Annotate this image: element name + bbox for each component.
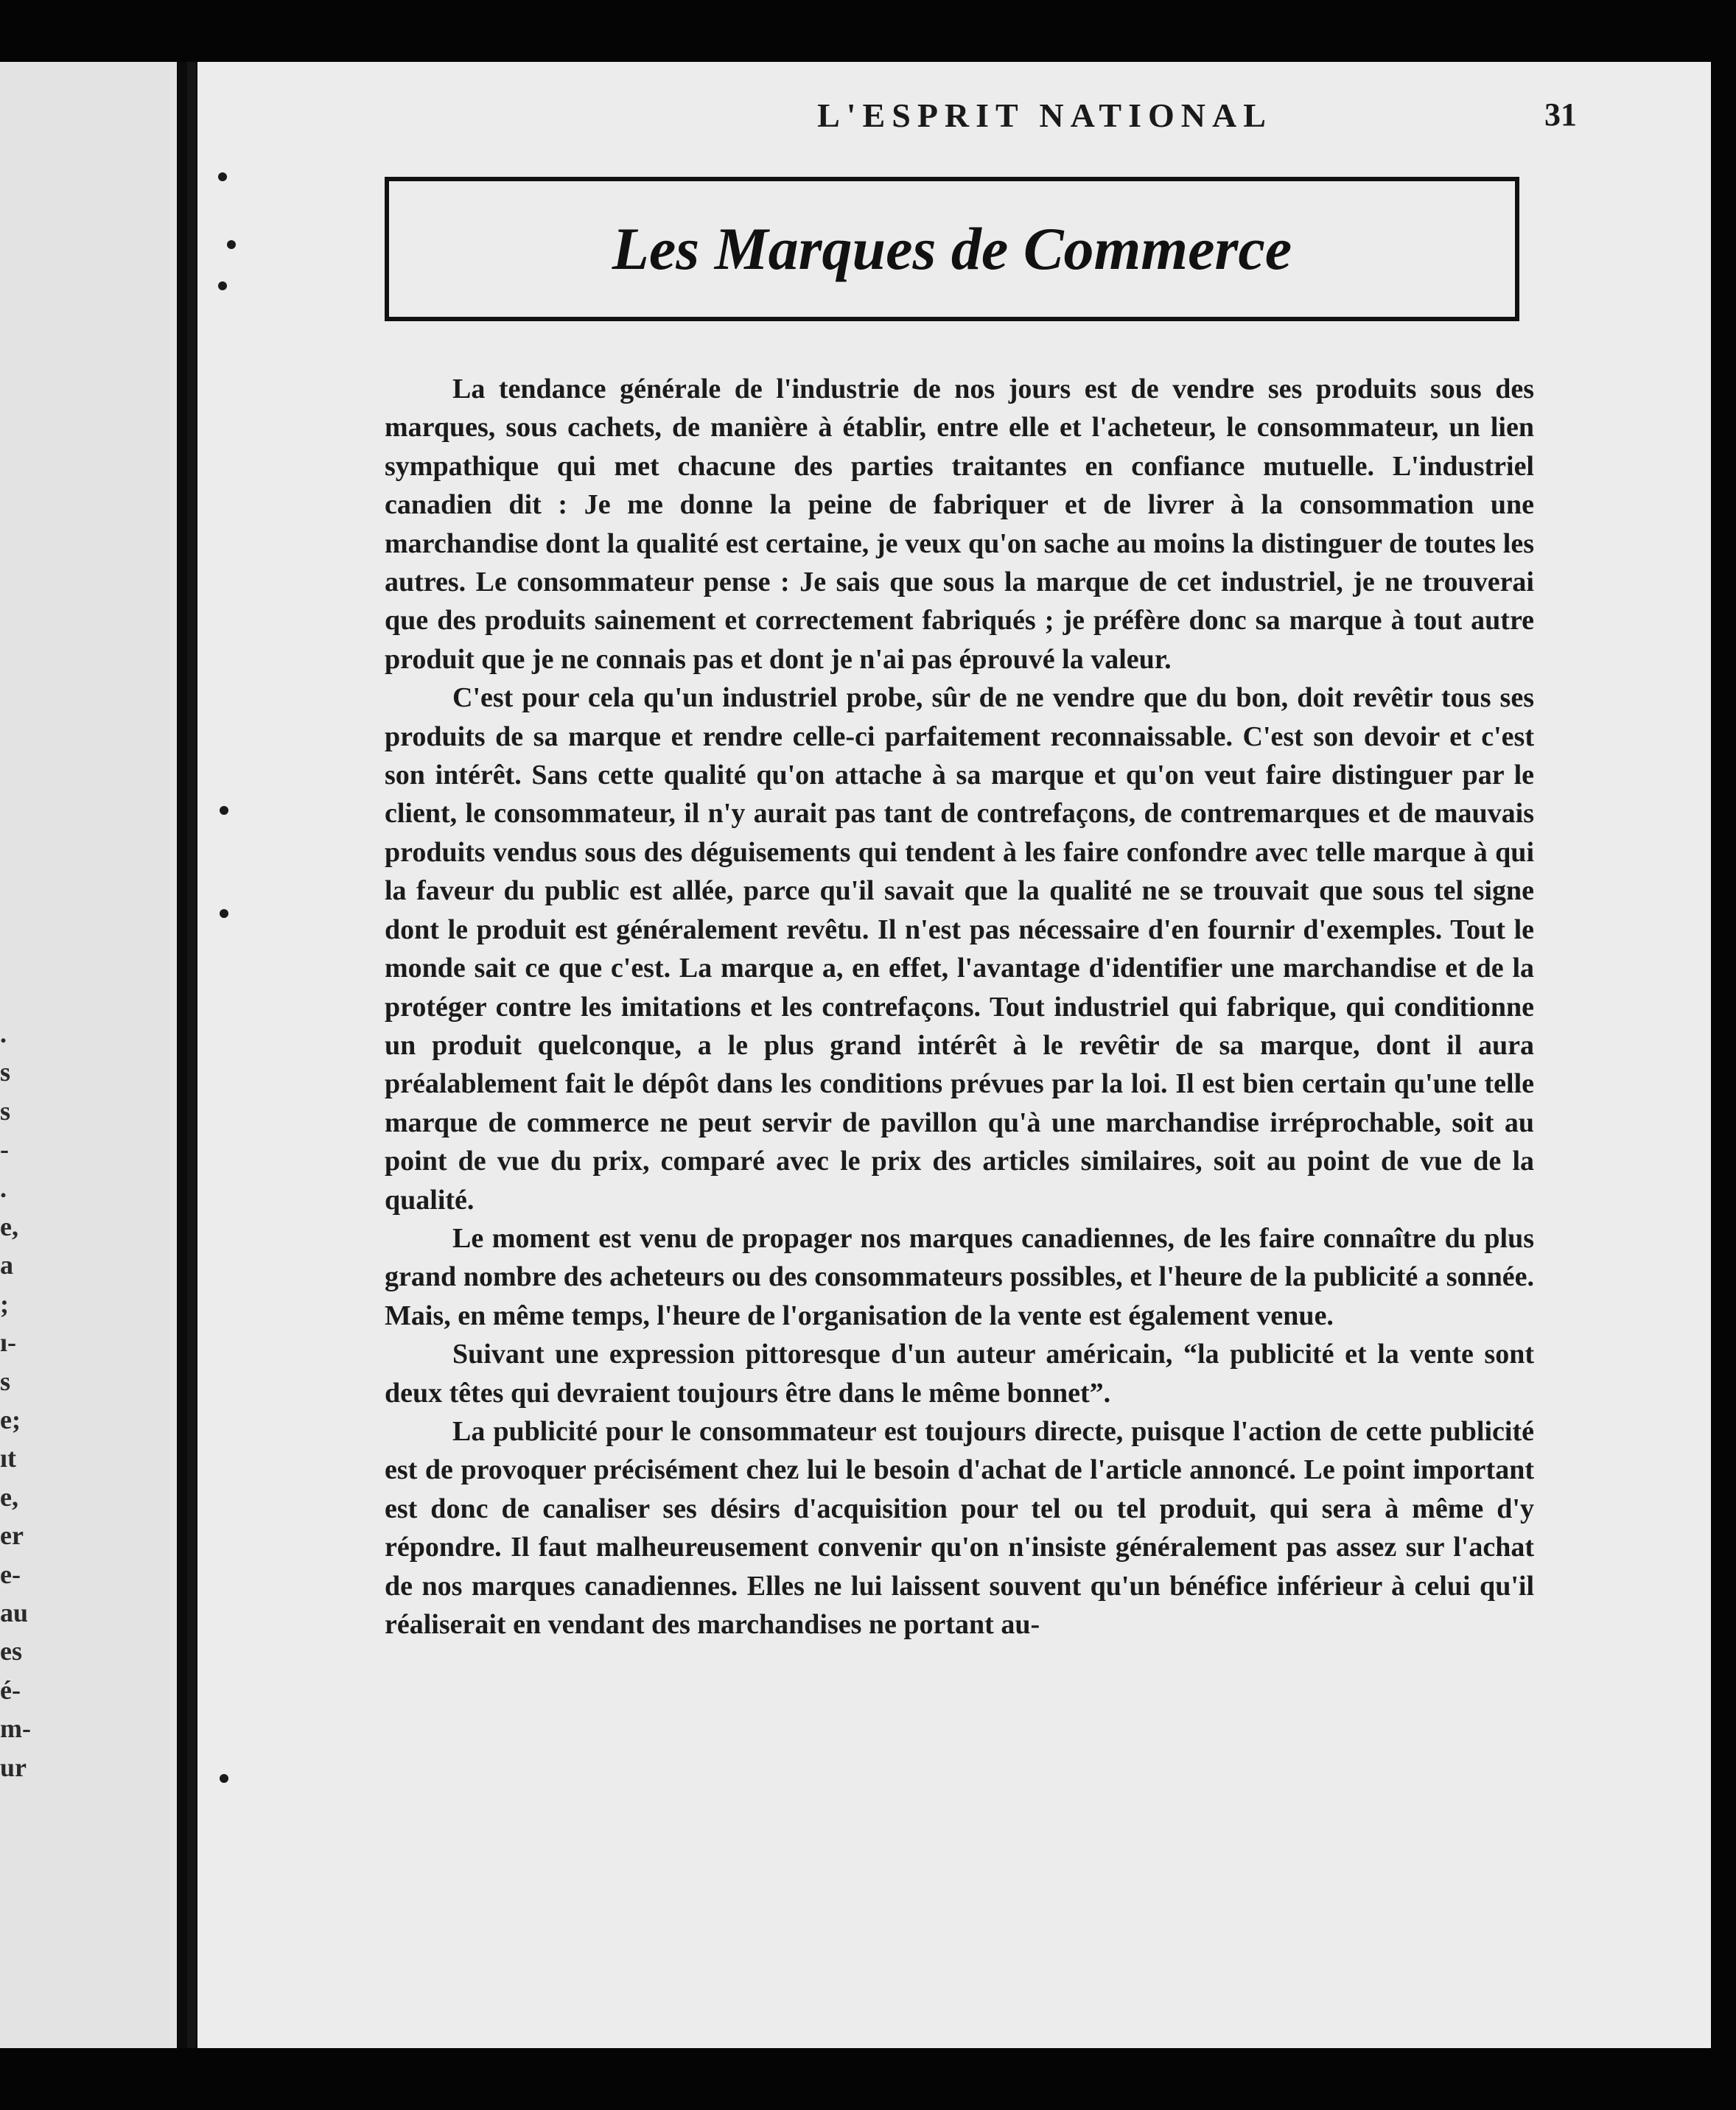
running-head: L'ESPRIT NATIONAL [817,97,1273,134]
facing-page-fragment: . [0,1173,7,1203]
paragraph: Le moment est venu de propager nos marques canadiennes, de les faire connaître du plus grand nombre des acheteurs ou des consommateurs possibles, et l'heure de la publicité a sonnée. Mais, en même temps, l'heure de l'organisation de la vente est également venue. [385,1222,1534,1331]
binding-hole-mark [220,806,228,815]
binding-hole-mark [218,281,227,290]
page [197,62,1711,2048]
facing-page-fragment: ; [0,1289,9,1319]
facing-page-fragment: m- [0,1714,31,1744]
facing-page-fragment: s [0,1366,11,1396]
scan-border-top [0,0,1736,62]
facing-page-fragment: es [0,1636,22,1666]
facing-page-fragment: s [0,1057,11,1087]
paragraph: La tendance générale de l'industrie de nos jours est de vendre ses produits sous des marques, sous cachets, de manière à établir, entre elle et l'acheteur, le consommateur, un lien sympathique qui met chacune des parties traitantes en confiance mutuelle. L'industriel canadien dit : Je me donne la peine de fabriquer et de livrer à la consommation une marchandise dont la qualité est certaine, je veux qu'on sache au moins la distinguer de toutes les autres. Le consommateur pense : Je sais que sous la marque de cet industriel, je ne trouverai que des produits sainement et correctement fabriqués ; je préfère donc sa marque à tout autre produit que je ne connais pas et dont je n'ai pas éprouvé la valeur. [385,374,1534,675]
article-body [385,370,1534,1644]
facing-page-fragment: a [0,1250,13,1280]
facing-page-fragment: e, [0,1212,18,1241]
facing-page-fragment: er [0,1521,24,1551]
paragraph: C'est pour cela qu'un industriel probe, sûr de ne vendre que du bon, doit revêtir tous ses produits de sa marque et rendre celle-ci parfaitement reconnaissable. C'est son devoir et c'est son intérêt. Sans cette qualité qu'on attache à sa marque et qu'on veut faire distinguer par le client, le consommateur, il n'y aurait pas tant de contrefaçons, de contremarques et de mauvais produits vendus sous des déguisements qui tendent à les faire confondre avec telle marque à qui la faveur du public est allée, parce qu'il savait que la qualité ne se trouvait que sous tel signe dont le produit est généralement revêtu. Il n'est pas nécessaire d'en fournir d'exemples. Tout le monde sait ce que c'est. La marque a, en effet, l'avantage d'identifier une marchandise et de la protéger contre les imitations et les contrefaçons. Tout industriel qui fabrique, qui conditionne un produit quelconque, a le plus grand intérêt à le revêtir de sa marque, dont il aura préalablement fait le dépôt dans les conditions prévues par la loi. Il est bien certain qu'une telle marque de commerce ne peut servir de pavillon qu'à une marchandise irréprochable, soit au point de vue du prix, comparé avec le prix des articles similaires, soit au point de vue de la qualité. [385,682,1534,1216]
page-number: 31 [1544,97,1577,133]
scan-border-right [1711,0,1736,2110]
facing-page-edge [0,62,177,2048]
facing-page-fragment: e- [0,1559,21,1589]
binding-hole-mark [220,909,228,918]
title-box [385,177,1519,321]
binding-hole-mark [218,172,227,181]
scan-border-bottom [0,2048,1736,2110]
facing-page-fragment: ur [0,1752,27,1782]
facing-page-fragment: s [0,1096,11,1126]
facing-page-fragment: ıt [0,1443,16,1473]
paragraph: Suivant une expression pittoresque d'un auteur américain, “la publicité et la vente sont deux têtes qui devraient toujours être dans le même bonnet”. [385,1339,1534,1409]
facing-page-fragment: e, [0,1482,18,1512]
binding-hole-mark [220,1774,228,1783]
facing-page-fragment: e; [0,1405,21,1434]
facing-page-fragment: au [0,1598,29,1627]
article-title: Les Marques de Commerce [612,215,1292,282]
facing-page-fragment: é- [0,1675,21,1705]
page-gutter [187,62,196,2048]
facing-page-fragment: - [0,1135,9,1165]
binding-hole-mark [227,240,236,249]
paragraph: La publicité pour le consommateur est toujours directe, puisque l'action de cette publicité est de provoquer précisément chez lui le besoin d'achat de l'article annoncé. Le point important est donc de canaliser ses désirs d'acquisition pour tel ou tel produit, qui sera à même d'y répondre. Il faut malheureusement convenir qu'on n'insiste généralement pas assez sur l'achat de nos marques canadiennes. Elles ne lui laissent souvent qu'un bénéfice inférieur à celui qu'il réaliserait en vendant des marchandises ne portant au- [385,1415,1534,1640]
facing-page-fragment: . [0,1019,7,1048]
facing-page-fragment: ı- [0,1328,16,1358]
